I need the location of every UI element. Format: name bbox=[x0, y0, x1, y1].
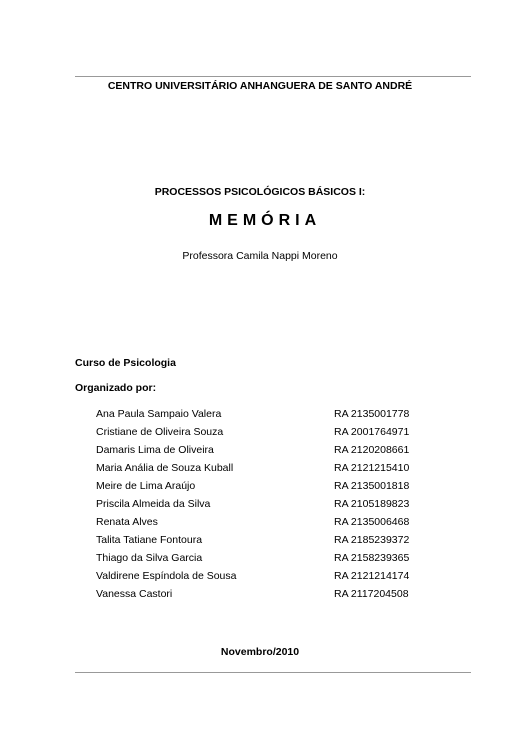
member-name: Talita Tatiane Fontoura bbox=[96, 534, 203, 546]
member-name: Renata Alves bbox=[96, 516, 158, 528]
member-name: Meire de Lima Araújo bbox=[96, 480, 196, 492]
member-ra: RA 2001764971 bbox=[334, 426, 410, 438]
member-row bbox=[0, 480, 520, 498]
top-divider bbox=[75, 76, 471, 77]
member-name: Maria Anália de Souza Kuball bbox=[96, 462, 234, 474]
member-row bbox=[0, 588, 520, 606]
member-ra: RA 2135001778 bbox=[334, 408, 410, 420]
member-ra: RA 2185239372 bbox=[334, 534, 410, 546]
member-row bbox=[0, 426, 520, 444]
member-row bbox=[0, 498, 520, 516]
bottom-divider bbox=[75, 672, 471, 673]
member-row bbox=[0, 408, 520, 426]
course-title: PROCESSOS PSICOLÓGICOS BÁSICOS I: bbox=[154, 186, 366, 198]
member-list bbox=[0, 408, 520, 606]
member-name: Ana Paula Sampaio Valera bbox=[96, 408, 222, 420]
member-ra: RA 2120208661 bbox=[334, 444, 410, 456]
member-name: Valdirene Espíndola de Sousa bbox=[96, 570, 237, 582]
member-row bbox=[0, 570, 520, 588]
member-row bbox=[0, 534, 520, 552]
member-ra: RA 2117204508 bbox=[334, 588, 409, 600]
document-date: Novembro/2010 bbox=[220, 646, 300, 658]
member-row bbox=[0, 516, 520, 534]
member-ra: RA 2135001818 bbox=[334, 480, 410, 492]
member-name: Vanessa Castori bbox=[96, 588, 173, 600]
course-label: Curso de Psicologia bbox=[75, 357, 176, 369]
member-name: Cristiane de Oliveira Souza bbox=[96, 426, 224, 438]
member-ra: RA 2158239365 bbox=[334, 552, 410, 564]
organized-by-label: Organizado por: bbox=[75, 382, 157, 394]
member-ra: RA 2121214174 bbox=[334, 570, 410, 582]
member-name: Priscila Almeida da Silva bbox=[96, 498, 211, 510]
member-name: Damaris Lima de Oliveira bbox=[96, 444, 214, 456]
institution-name: CENTRO UNIVERSITÁRIO ANHANGUERA DE SANTO ANDRÉ bbox=[107, 80, 413, 92]
member-row bbox=[0, 444, 520, 462]
member-name: Thiago da Silva Garcia bbox=[96, 552, 203, 564]
main-title: MEMÓRIA bbox=[208, 212, 322, 229]
member-row bbox=[0, 462, 520, 480]
member-ra: RA 2121215410 bbox=[334, 462, 410, 474]
professor-name: Professora Camila Nappi Moreno bbox=[182, 250, 338, 262]
member-row bbox=[0, 552, 520, 570]
member-ra: RA 2105189823 bbox=[334, 498, 410, 510]
member-ra: RA 2135006468 bbox=[334, 516, 410, 528]
